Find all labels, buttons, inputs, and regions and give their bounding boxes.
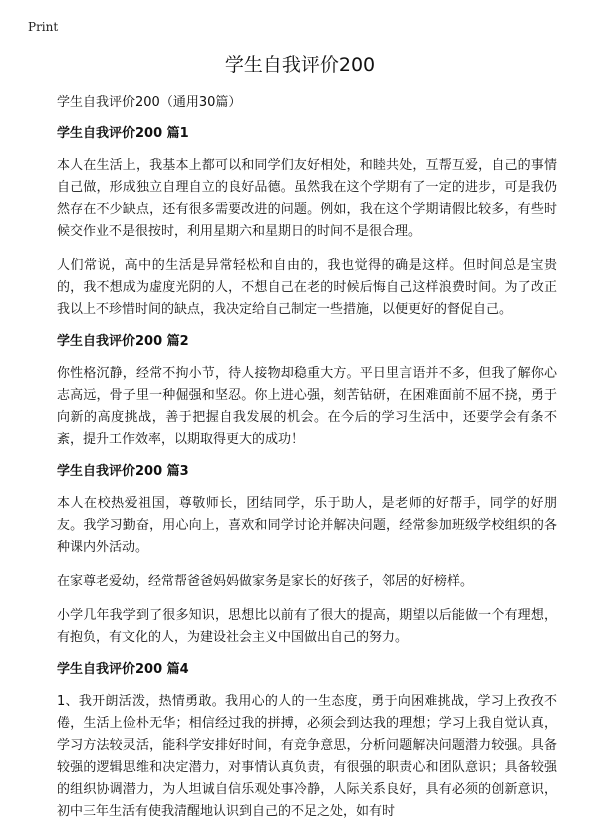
paragraph: 在家尊老爱幼，经常帮爸爸妈妈做家务是家长的好孩子，邻居的好榜样。 [57,574,474,589]
article-body [57,94,557,835]
page-title: 学生自我评价200 [224,54,376,76]
section-1 [57,125,557,321]
section-heading: 学生自我评价200 篇2 [57,334,189,349]
section-2 [57,333,557,451]
paragraph: 小学几年我学到了很多知识，思想比以前有了很大的提高，期望以后能做一个有理想，有抱负，有文化的人，为建设社会主义中国做出自己的努力。 [57,608,557,645]
paragraph: 1、我开朗活泼，热情勇敢。我用心的人的一生态度，勇于向困难挑战，学习上孜孜不倦，生活上俭朴无华；相信经过我的拼搏，必须会到达我的理想；学习上我自觉认真，学习方法较灵活，能科学安排好时间，有竞争意思，分析问题解决问题潜力较强。具备较强的逻辑思维和决定潜力，对事情认真负责，有很强的职责心和团队意识；具备较强的组织协调潜力，为人坦诚自信乐观处事冷静，人际关系良好，具有必须的创新意识，初中三年生活有使我清醒地认识到自己的不足之处，如有时 [57,694,557,819]
section-4 [57,661,557,823]
section-heading: 学生自我评价200 篇1 [57,126,189,141]
print-link[interactable]: Print [28,20,59,34]
paragraph: 本人在生活上，我基本上都可以和同学们友好相处，和睦共处，互帮互爱，自己的事情自己做，形成独立自理自立的良好品德。虽然我在这个学期有了一定的进步，可是我仍然存在不少缺点，还有很多需要改进的问题。例如，我在这个学期请假比较多，有些时候交作业不是很按时，利用星期六和星期日的时间不是很合理。 [57,158,557,239]
section-3 [57,463,557,649]
paragraph: 你性格沉静，经常不拘小节，待人接物却稳重大方。平日里言语并不多，但我了解你心志高远，骨子里一种倔强和坚忍。你上进心强，刻苦钻研，在困难面前不屈不挠，勇于向新的高度挑战，善于把握自我发展的机会。在今后的学习生活中，还要学会有条不紊，提升工作效率，以期取得更大的成功！ [57,366,557,447]
paragraph: 本人在校热爱祖国，尊敬师长，团结同学，乐于助人，是老师的好帮手，同学的好朋友。我学习勤奋，用心向上，喜欢和同学讨论并解决问题，经常参加班级学校组织的各种课内外活动。 [57,496,557,555]
paragraph: 人们常说，高中的生活是异常轻松和自由的，我也觉得的确是这样。但时间总是宝贵的，我不想成为虚度光阴的人，不想自己在老的时候后悔自己这样浪费时间。为了改正我以上不珍惜时间的缺点，我决定给自己制定一些措施，以便更好的督促自己。 [57,258,557,317]
section-heading: 学生自我评价200 篇4 [57,662,189,677]
section-heading: 学生自我评价200 篇3 [57,464,189,479]
article-subtitle: 学生自我评价200（通用30篇） [57,95,242,110]
